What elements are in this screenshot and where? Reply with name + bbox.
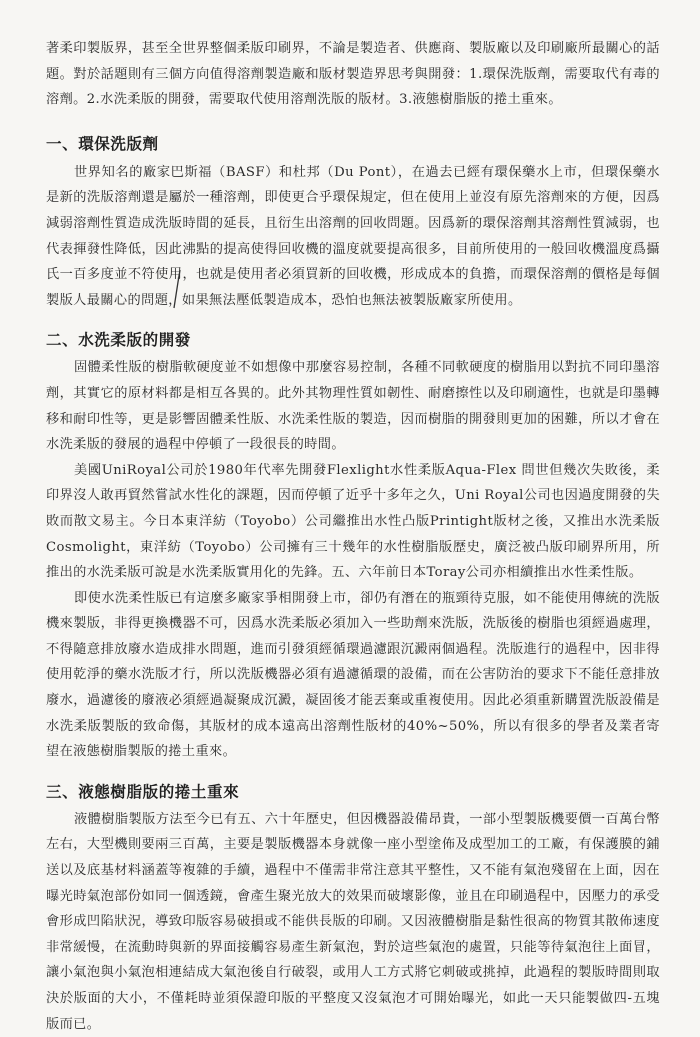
section-heading-liquid-resin-comeback: 三、液態樹脂版的捲土重來	[46, 782, 240, 801]
section-heading-water-wash-plate: 二、水洗柔版的開發	[46, 331, 191, 350]
section-heading-eco-cleaner: 一、環保洗版劑	[46, 134, 159, 153]
section3-paragraph-1: 液體樹脂製版方法至今已有五、六十年歷史，但因機器設備昂貴，一部小型製版機要價一百萬台幣左右，大型機則要兩三百萬，主要是製版機器本身就像一座小型塗佈及成型加工的工廠，有保護膜的鋪送以及底基材料涵蓋等複雜的手續，過程中不僅需非常注意其平整性，又不能有氣泡殘留在上面，因在曝光時氣泡部份如同一個透鏡，會產生聚光放大的效果而破壞影像，並且在印刷過程中，因壓力的承受會形成凹陷狀況，導致印版容易破損或不能供長版的印刷。又因液體樹脂是黏性很高的物質其散佈速度非常緩慢，在流動時與新的界面接觸容易產生新氣泡，對於這些氣泡的處置，只能等待氣泡往上面冒，讓小氣泡與小氣泡相連結成大氣泡後自行破裂，或用人工方式將它刺破或挑掉，此過程的製版時間則取決於版面的大小，不僅耗時並須保證印版的平整度又沒氣泡才可開始曝光，如此一天只能製做四-五塊版而已。	[46, 811, 660, 1032]
section2-paragraph-1: 固體柔性版的樹脂軟硬度並不如想像中那麼容易控制，各種不同軟硬度的樹脂用以對抗不同印墨溶劑，其實它的原材料都是相互各異的。此外其物理性質如韌性、耐磨擦性以及印刷適性，也就是印墨轉移和耐印性等，更是影響固體柔性版、水洗柔性版的製造，因而樹脂的開發則更加的困難，所以才會在水洗柔版的發展的過程中停頓了一段很長的時間。	[46, 360, 660, 453]
section2-paragraph-3: 即使水洗柔性版已有這麼多廠家爭相開發上市，卻仍有潛在的瓶頸待克服，如不能使用傳統的洗版機來製版，非得更換機器不可，因爲水洗柔版必須加入一些助劑來洗版，洗版後的樹脂也須經過處理，不得隨意排放廢水造成排水問題，進而引發須經循環過濾跟沉澱兩個過程。洗版進行的過程中，因非得使用乾淨的藥水洗版才行，所以洗版機器必須有過濾循環的設備，而在公害防治的要求下不能任意排放廢水，過濾後的廢液必須經過凝聚成沉澱，凝固後才能丟棄或重複使用。因此必須重新購置洗版設備是水洗柔版製版的致命傷，其版材的成本遠高出溶劑性版材的40%~50%，所以有很多的學者及業者寄望在液態樹脂製版的捲土重來。	[46, 590, 660, 760]
intro-paragraph: 著柔印製版界，甚至全世界整個柔版印刷界，不論是製造者、供應商、製版廠以及印刷廠所最關心的話題。對於話題則有三個方向值得溶劑製造廠和版材製造界思考與開發：1.環保洗版劑，需要取代有毒的溶劑。2.水洗柔版的開發，需要取代使用溶劑洗版的版材。3.液態樹脂版的捲土重來。	[46, 41, 660, 108]
section1-paragraph-1: 世界知名的廠家巴斯福（BASF）和杜邦（Du Pont），在過去已經有環保藥水上市，但環保藥水是新的洗版溶劑還是屬於一種溶劑，即使更合乎環保規定，但在使用上並沒有原先溶劑來的方便，因爲減弱溶劑性質造成洗版時間的延長，且衍生出溶劑的回收問題。因爲新的環保溶劑其溶劑性質減弱，也代表揮發性降低，因此沸點的提高使得回收機的溫度就要提高很多，目前所使用的一般回收機溫度爲攝氏一百多度並不符使用，也就是使用者必須買新的回收機，形成成本的負擔，而環保溶劑的價格是每個製版人最關心的問題，如果無法壓低製造成本，恐怕也無法被製版廠家所使用。	[46, 164, 660, 308]
section2-paragraph-2: 美國UniRoyal公司於1980年代率先開發Flexlight水性柔版Aqua-Flex 問世但幾次失敗後，柔印界沒人敢再貿然嘗試水性化的課題，因而停頓了近乎十多年之久，Uni Royal公司也因過度開發的失敗而散文易主。今日本東洋紡（Toyobo）公司繼推出水性凸版Printight版材之後，又推出水洗柔版Cosmolight，東洋紡（Toyobo）公司擁有三十幾年的水性樹脂版歷史，廣泛被凸版印刷界所用，所推出的水洗柔版可說是水洗柔版實用化的先鋒。五、六年前日本Toray公司亦相續推出水性柔性版。	[46, 462, 660, 581]
pen-mark	[166, 268, 186, 310]
